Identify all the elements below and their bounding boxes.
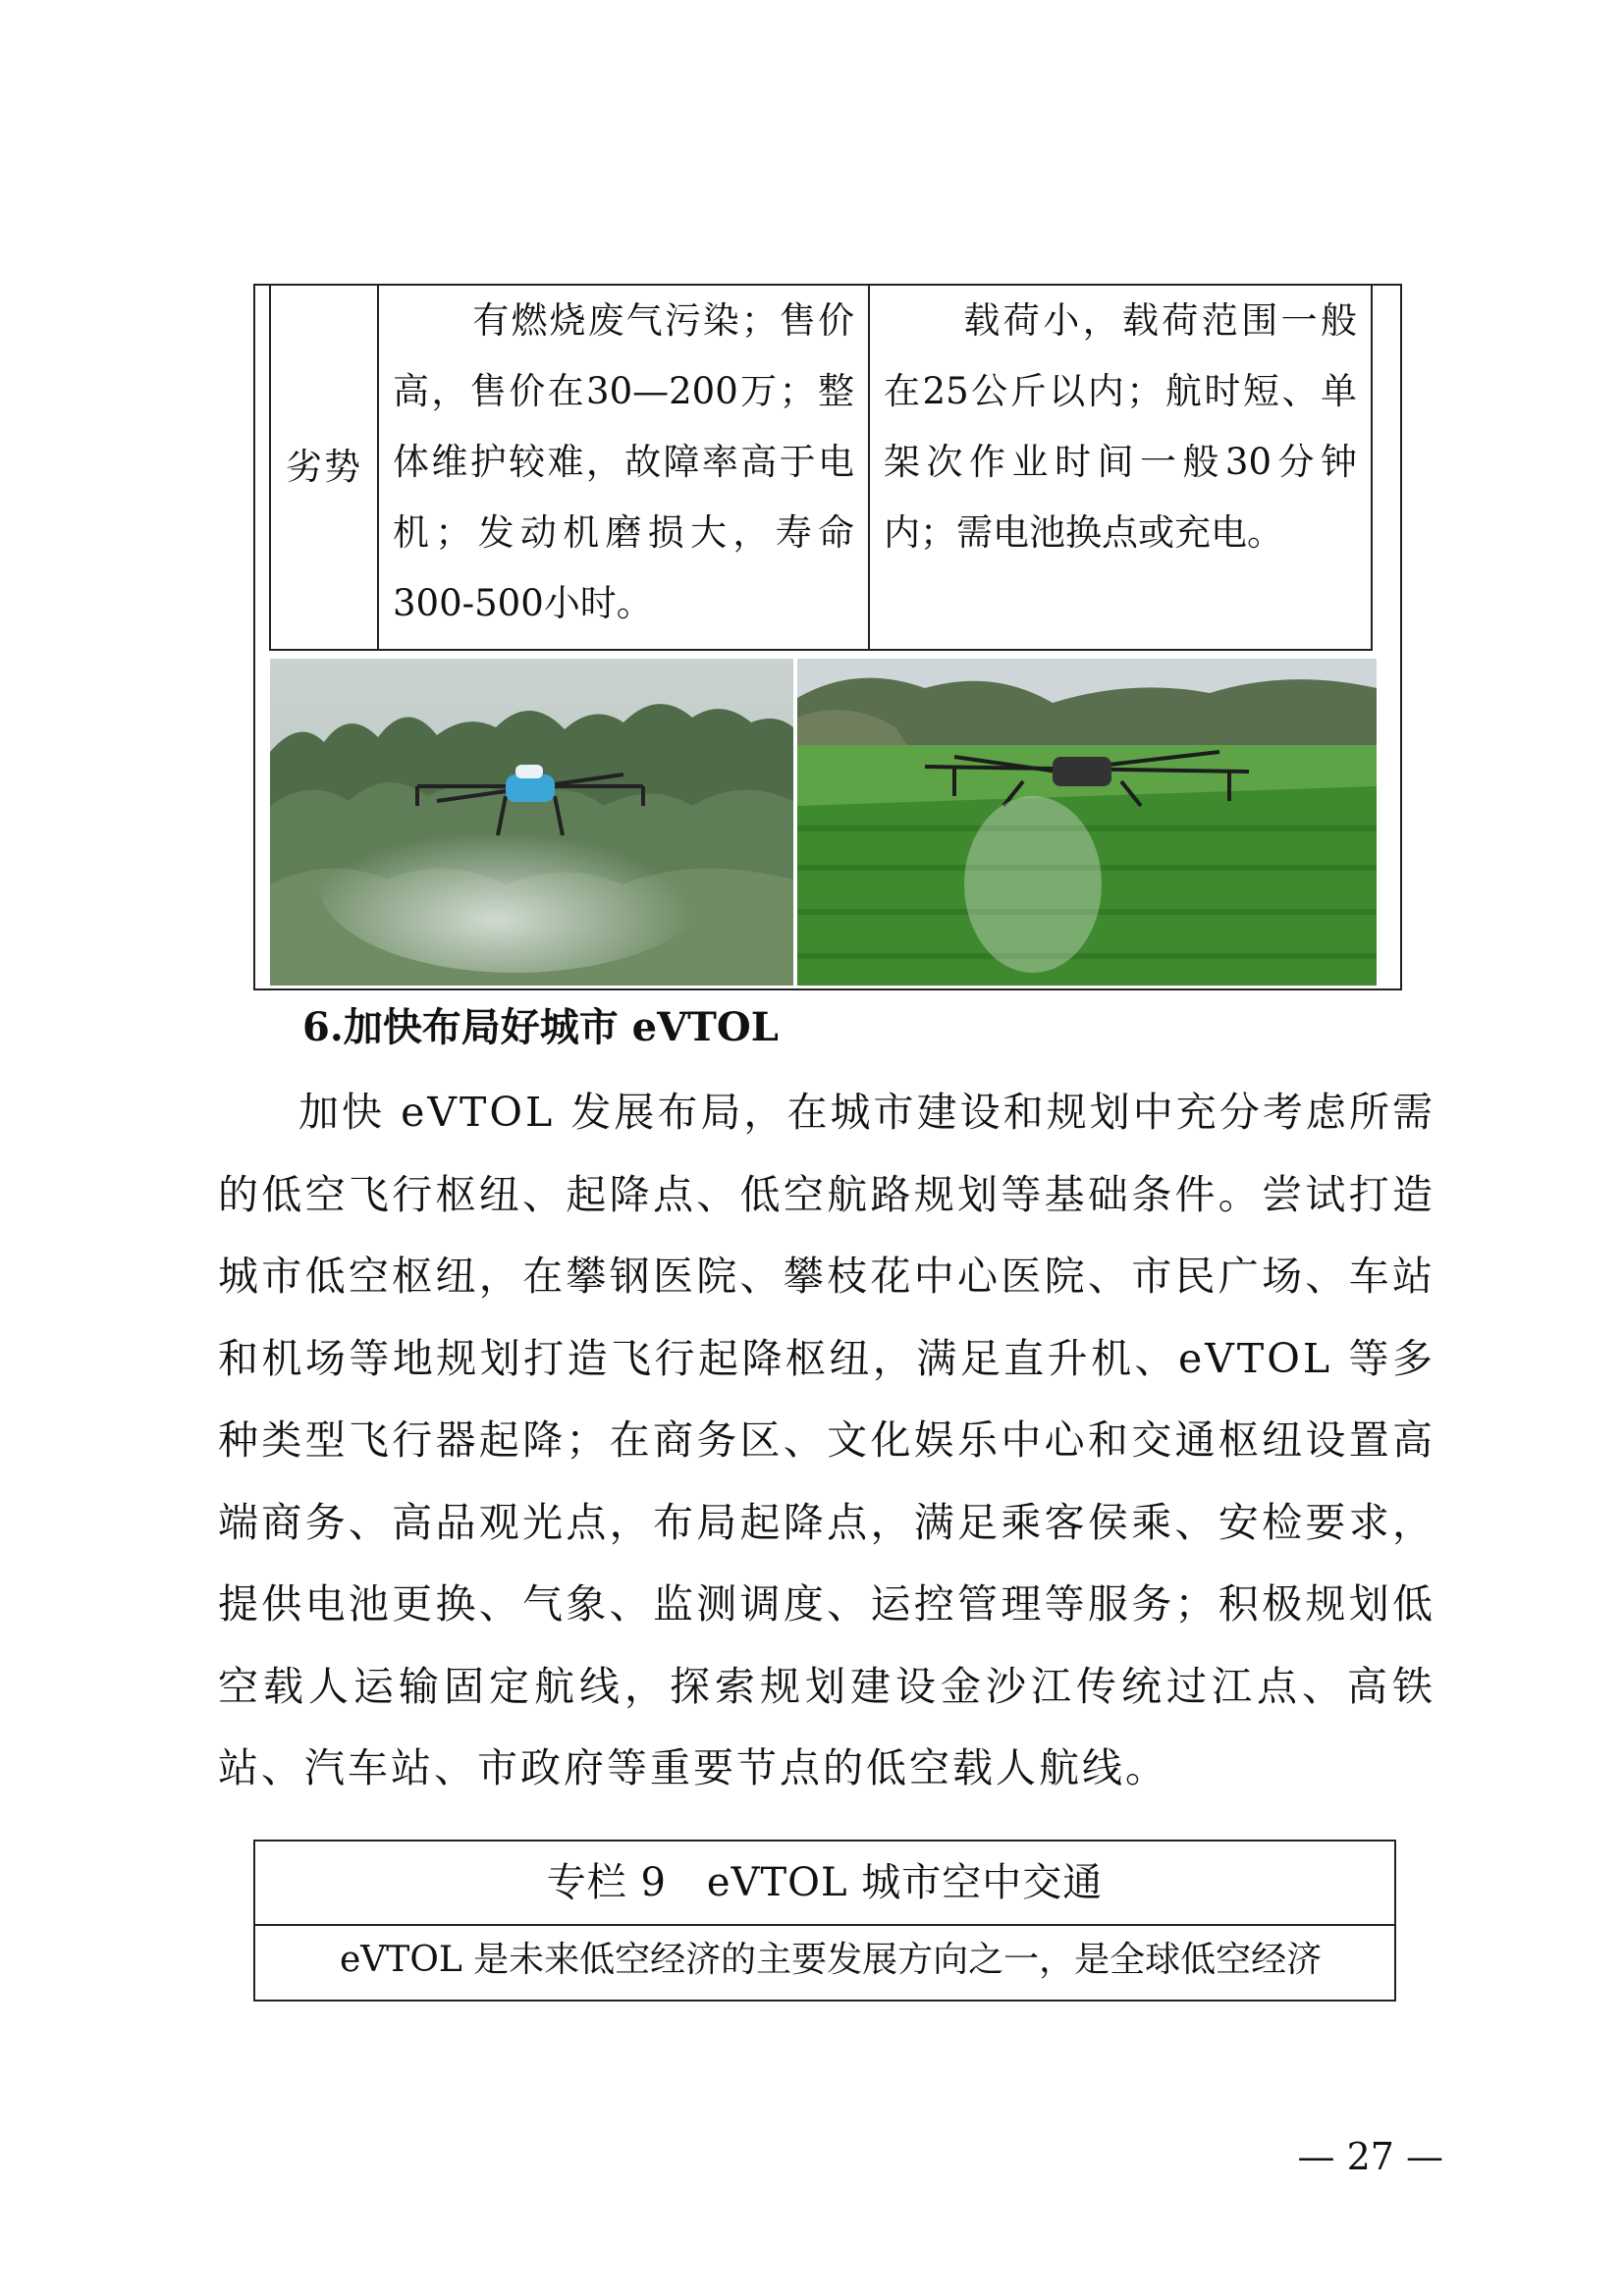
sidebar-content: eVTOL 是未来低空经济的主要发展方向之一，是全球低空经济	[340, 1940, 1323, 1980]
comparison-table	[269, 286, 1373, 651]
row-label: 劣势	[270, 286, 378, 650]
electric-drone-disadvantages-text: 载荷小，载荷范围一般在25公斤以内；航时短、单架次作业时间一般30分钟内；需电池换点或充电。	[884, 299, 1357, 554]
section-heading: 6.加快布局好城市 eVTOL	[302, 1004, 779, 1050]
sidebar-box	[253, 1840, 1396, 2002]
electric-drone-disadvantages-cell	[869, 286, 1372, 650]
sidebar-title: 专栏 9 eVTOL 城市空中交通	[255, 1842, 1394, 1926]
drone-spraying-trees-photo	[270, 659, 793, 986]
disadvantage-row	[270, 286, 1372, 650]
drone-spraying-field-photo	[797, 659, 1377, 986]
fuel-drone-disadvantages-cell	[378, 286, 869, 650]
page-number: — 27 —	[1297, 2135, 1443, 2178]
fuel-drone-disadvantages-text: 有燃烧废气污染；售价高，售价在30—200万；整体维护较难，故障率高于电机；发动机磨损大，寿命300-500小时。	[393, 299, 854, 624]
section-paragraph: 加快 eVTOL 发展布局，在城市建设和规划中充分考虑所需的低空飞行枢纽、起降点、低空航路规划等基础条件。尝试打造城市低空枢纽，在攀钢医院、攀枝花中心医院、市民广场、车站和机场等地规划打造飞行起降枢纽，满足直升机、eVTOL 等多种类型飞行器起降；在商务区、文化娱乐中心和交通枢纽设置高端商务、高品观光点，布局起降点，满足乘客侯乘、安检要求，提供电池更换、气象、监测调度、运控管理等服务；积极规划低空载人运输固定航线，探索规划建设金沙江传统过江点、高铁站、汽车站、市政府等重要节点的低空载人航线。	[218, 1089, 1435, 1791]
